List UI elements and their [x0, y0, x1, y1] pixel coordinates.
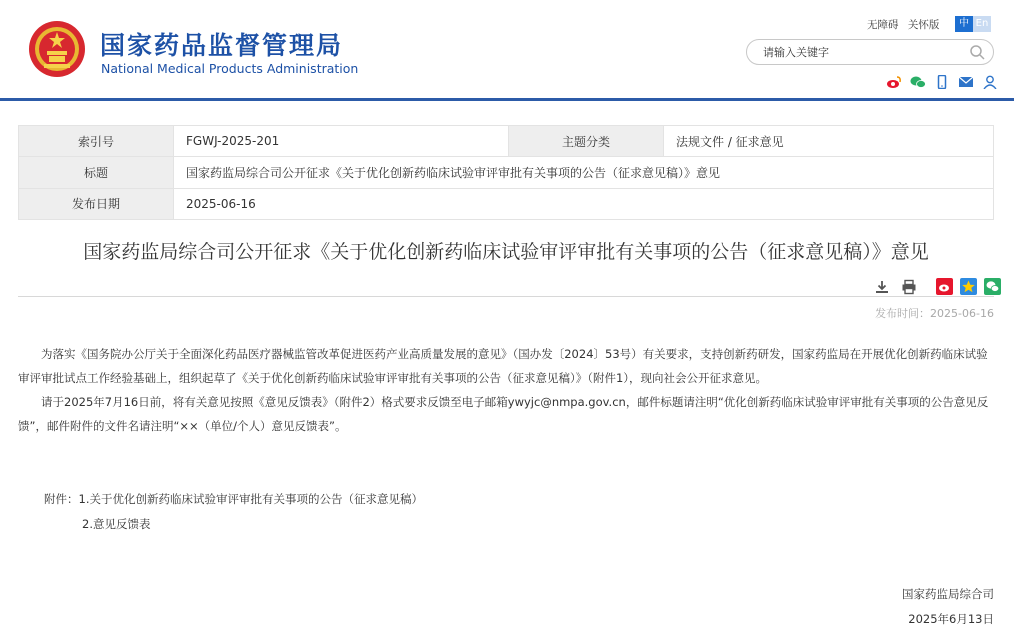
lang-cn-button[interactable]: 中: [955, 16, 973, 32]
wechat-icon[interactable]: [910, 74, 926, 88]
print-icon[interactable]: [901, 279, 917, 295]
article-title: 国家药监局综合司公开征求《关于优化创新药临床试验审评审批有关事项的公告（征求意见稿）》意见: [83, 241, 929, 263]
download-icon[interactable]: [874, 279, 890, 295]
title-divider: [18, 296, 994, 297]
article-paragraph: 为落实《国务院办公厅关于全面深化药品医疗器械监管改革促进医药产业高质量发展的意见》（国办发〔2024〕53号）有关要求，支持创新药研发，国家药监局在开展优化创新药临床试验审评审批试点工作经验基础上，组织起草了《关于优化创新药临床试验审评审批有关事项的公告（征求意见稿）》（附件1），现向社会公开征求意见。: [18, 347, 988, 385]
header-divider: [0, 98, 1014, 101]
site-subtitle-en: National Medical Products Administration: [101, 61, 359, 76]
publish-time: 发布时间：2025-06-16: [875, 307, 994, 320]
info-row-index: [19, 126, 994, 157]
site-header: [0, 0, 1014, 100]
topic-value: 法规文件 / 征求意见: [664, 126, 994, 157]
lang-en-button[interactable]: En: [973, 16, 991, 32]
attachment-link-2[interactable]: 2.意见反馈表: [82, 517, 151, 531]
social-links: [886, 70, 1001, 86]
index-value: FGWJ-2025-201: [174, 126, 509, 157]
info-row-title: [19, 157, 994, 188]
care-mode-link[interactable]: 关怀版: [907, 19, 940, 31]
search-icon[interactable]: [969, 44, 985, 60]
search-input[interactable]: [763, 44, 963, 61]
date-value: 2025-06-16: [174, 188, 994, 219]
topic-label: 主题分类: [509, 126, 664, 157]
signature-org: 国家药监局综合司: [902, 587, 994, 601]
share-wechat-icon[interactable]: [984, 278, 1001, 295]
attachment-link-1[interactable]: 附件：1.关于优化创新药临床试验审评审批有关事项的公告（征求意见稿）: [44, 492, 423, 506]
mobile-icon[interactable]: [934, 74, 950, 88]
accessibility-link[interactable]: 无障碍: [867, 19, 899, 31]
info-row-date: [19, 188, 994, 219]
search-box: [746, 39, 994, 65]
document-info-table: [18, 125, 994, 220]
article-tools: [874, 276, 1001, 295]
attachments-list: [44, 487, 423, 537]
site-title[interactable]: 国家药品监督管理局: [100, 31, 344, 60]
share-qzone-icon[interactable]: [960, 278, 977, 295]
weibo-icon[interactable]: [886, 74, 902, 88]
article-body: [18, 342, 994, 438]
user-icon[interactable]: [982, 74, 998, 88]
national-emblem-logo: [28, 20, 86, 78]
top-links: [867, 17, 945, 32]
signature-date: 2025年6月13日: [908, 612, 994, 626]
mail-icon[interactable]: [958, 74, 974, 88]
title-value: 国家药监局综合司公开征求《关于优化创新药临床试验审评审批有关事项的公告（征求意见稿）》意见: [174, 157, 994, 188]
title-label: 标题: [19, 157, 174, 188]
date-label: 发布日期: [19, 188, 174, 219]
index-label: 索引号: [19, 126, 174, 157]
share-weibo-icon[interactable]: [936, 278, 953, 295]
article-paragraph: 请于2025年7月16日前，将有关意见按照《意见反馈表》（附件2）格式要求反馈至电子邮箱ywyjc@nmpa.gov.cn，邮件标题请注明“优化创新药临床试验审评审批有关事项的公告意见反馈”，邮件附件的文件名请注明“××（单位/个人）意见反馈表”。: [18, 395, 989, 433]
